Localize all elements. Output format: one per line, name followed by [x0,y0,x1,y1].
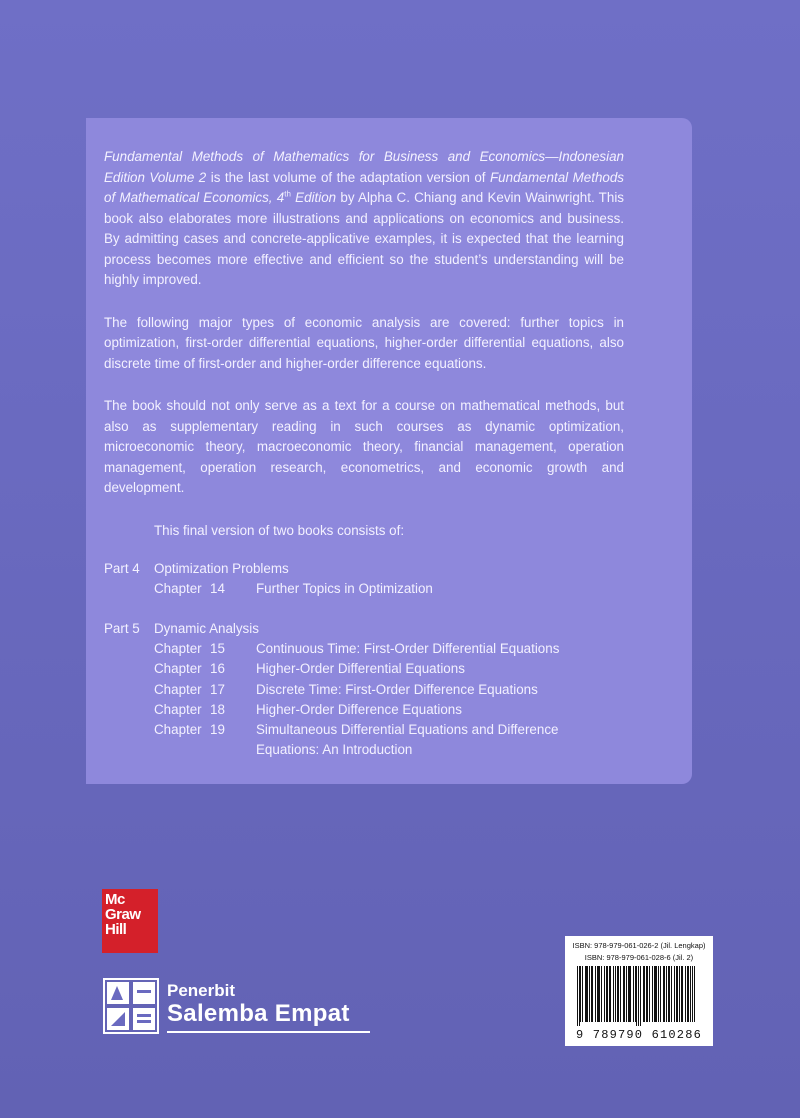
barcode [565,936,713,1046]
part-title: Dynamic Analysis [154,620,259,636]
part-title: Optimization Problems [154,560,289,576]
mcgraw-hill-logo: Mc Graw Hill [102,889,158,953]
chapter-row: Chapter 14 Further Topics in Optimization [154,580,433,596]
original-title: Fundamental Methods of Mathematical Economics, 4 [104,169,624,205]
part-5 [104,619,624,760]
barcode-bars [577,966,701,1026]
description-paragraph-1: Fundamental Methods of Mathematics for Business and Economics—Indonesian Edition Volume 2 is the last volume of the adaptation version of Fundamental Methods of Mathematical Economics, 4th Edition by Alpha C. Chiang and Kevin Wainwright. This book also elaborates more illustrations and applications on economics and business. By admitting cases and concrete-applicative examples, it is expected that the learning process becomes more effective and efficient so the student’s understanding will be highly improved. [104,149,624,287]
chapter-row: Chapter 15 Continuous Time: First-Order Differential Equations [154,641,560,657]
part-label: Part 4 [104,560,140,576]
part-4 [104,559,624,599]
salemba-empat-label: Salemba Empat [167,1000,350,1027]
isbn-complete-set: ISBN: 978-979-061-026-2 (Jil. Lengkap) [572,941,706,950]
publisher-underline [167,1031,370,1033]
chapter-row: Chapter 18 Higher-Order Difference Equations [154,701,462,717]
book-title: Fundamental Methods of Mathematics for Business and Economics—Indonesian Edition Volume 2 [104,149,624,185]
description-paragraph-2: The following major types of economic analysis are covered: further topics in optimization, first-order differential equations, higher-order differential equations, also discrete time of first-order and higher-order difference equations. [104,314,624,371]
table-of-contents [104,559,624,761]
chapter-row: Chapter 17 Discrete Time: First-Order Difference Equations [154,681,538,697]
publisher-name [167,982,350,1028]
back-cover-text [104,147,624,780]
part-label: Part 5 [104,620,140,636]
chapter-row: Chapter 19 Simultaneous Differential Equations and Difference Equations: An Introduction [154,721,559,758]
barcode-digits: 9 789790 610286 [575,1028,703,1042]
description-paragraph-3: The book should not only serve as a text for a course on mathematical methods, but also as supplementary reading in such courses as dynamic optimization, microeconomic theory, macroeconomic theory, financial management, operation management, operation research, econometrics, and economic growth and development. [104,398,624,495]
penerbit-label: Penerbit [167,981,236,1000]
salemba-empat-logo-icon [103,978,159,1034]
toc-intro: This final version of two books consists of: [154,522,405,538]
isbn-volume: ISBN: 978-979-061-028-6 (Jil. 2) [584,953,694,962]
chapter-row: Chapter 16 Higher-Order Differential Equations [154,661,465,677]
